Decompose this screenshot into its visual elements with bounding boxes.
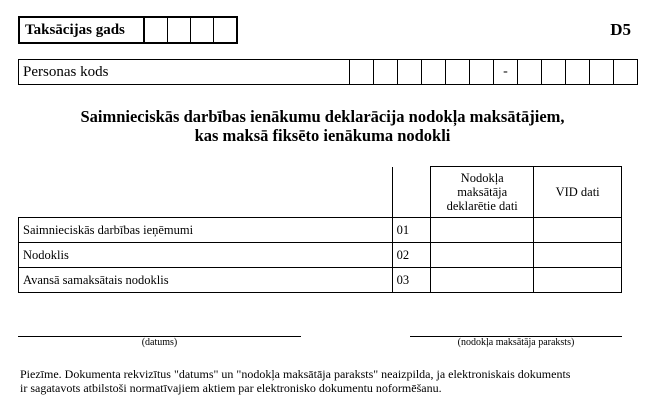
row-label: Avansā samaksātais nodoklis bbox=[19, 268, 393, 293]
personal-code-digit-field[interactable] bbox=[518, 60, 542, 84]
personal-code-digit-field[interactable] bbox=[470, 60, 494, 84]
personal-code-digit-field[interactable] bbox=[590, 60, 614, 84]
footnote bbox=[20, 367, 630, 395]
personal-code-separator: - bbox=[494, 60, 518, 84]
column-header-declared: Nodokļa maksātāja deklarētie dati bbox=[431, 167, 534, 218]
table-header-row bbox=[19, 167, 622, 218]
declared-value-field[interactable] bbox=[431, 268, 534, 293]
year-digit-field[interactable] bbox=[214, 18, 236, 42]
page-title-line1: Saimnieciskās darbības ienākumu deklarācija nodokļa maksātājiem, bbox=[80, 107, 565, 126]
personal-code-digit-field[interactable] bbox=[542, 60, 566, 84]
table-row bbox=[19, 268, 622, 293]
page-title bbox=[0, 107, 645, 145]
personal-code-digit-field[interactable] bbox=[614, 60, 637, 84]
row-label: Nodoklis bbox=[19, 243, 393, 268]
footnote-line2: ir sagatavots atbilstoši normatīvajiem aktiem par elektronisko dokumentu noformēšanu. bbox=[20, 381, 442, 395]
taxation-year-label: Taksācijas gads bbox=[20, 18, 145, 42]
declared-value-field[interactable] bbox=[431, 243, 534, 268]
table-row bbox=[19, 218, 622, 243]
row-label: Saimnieciskās darbības ieņēmumi bbox=[19, 218, 393, 243]
personal-code-digit-field[interactable] bbox=[350, 60, 374, 84]
row-code: 02 bbox=[392, 243, 431, 268]
row-code: 03 bbox=[392, 268, 431, 293]
year-digit-field[interactable] bbox=[168, 18, 191, 42]
personal-code-label: Personas kods bbox=[19, 60, 350, 84]
taxation-year-box bbox=[18, 16, 238, 44]
personal-code-digit-field[interactable] bbox=[422, 60, 446, 84]
page-title-line2: kas maksā fiksēto ienākuma nodokli bbox=[194, 126, 451, 145]
year-digit-field[interactable] bbox=[191, 18, 214, 42]
personal-code-digit-field[interactable] bbox=[374, 60, 398, 84]
column-header-vid: VID dati bbox=[534, 167, 622, 218]
row-code: 01 bbox=[392, 218, 431, 243]
declared-value-field[interactable] bbox=[431, 218, 534, 243]
vid-value-field bbox=[534, 243, 622, 268]
table-row bbox=[19, 243, 622, 268]
personal-code-digit-field[interactable] bbox=[566, 60, 590, 84]
personal-code-digit-field[interactable] bbox=[398, 60, 422, 84]
personal-code-box bbox=[18, 59, 638, 85]
document-code: D5 bbox=[610, 20, 631, 39]
year-digit-field[interactable] bbox=[145, 18, 168, 42]
declaration-table bbox=[18, 166, 622, 293]
vid-value-field bbox=[534, 268, 622, 293]
footnote-line1: Piezīme. Dokumenta rekvizītus "datums" un "nodokļa maksātāja paraksts" neaizpilda, ja elektroniskais dokuments bbox=[20, 367, 571, 381]
signature-caption: (nodokļa maksātāja paraksts) bbox=[457, 337, 575, 348]
vid-value-field bbox=[534, 218, 622, 243]
personal-code-digit-field[interactable] bbox=[446, 60, 470, 84]
date-caption: (datums) bbox=[141, 337, 178, 348]
